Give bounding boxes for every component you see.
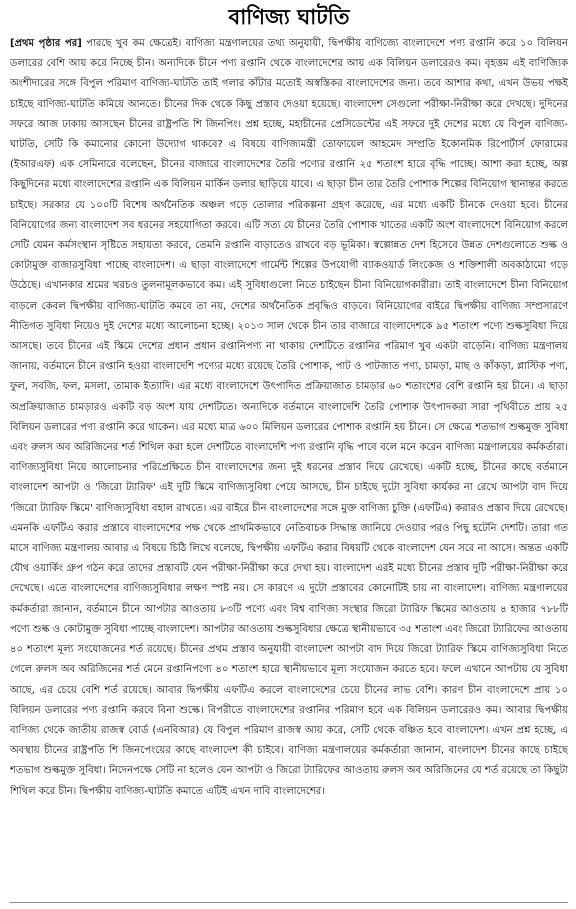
article-body (10, 34, 568, 802)
article-headline: বাণিজ্য ঘাটতি (228, 5, 350, 29)
article-body-text: পারছে খুব কম ক্ষেত্রেই। বাণিজ্য মন্ত্রণালয়ের তথ্য অনুযায়ী, দ্বিপক্ষীয় বাণিজ্যে বাংলাদেশে পণ্য রপ্তানি করে ১০ বিলিয়ন ডলারের বেশি আয় করে নিচ্ছে চীন। অন্যদিকে চীনে পণ্য রপ্তানি থেকে বাংলাদেশের আয় এক বিলিয়ন ডলারেরও কম। বৃহত্তম এই বাণিজ্যিক অংশীদারের সঙ্গে বিপুল পরিমাণ বাণিজ্য-ঘাটতি তাই গলার কাঁটার মতোই অস্বস্তিকর বাংলাদেশের জন্য। তবে আশার কথা, এখন উভয় পক্ষই চাইছে বাণিজ্য-ঘাটতি কমিয়ে আনতে। চীনের দিক থেকে কিছু প্রস্তাব দেওয়া হয়েছে। বাংলাদেশ সেগুলো পরীক্ষা-নিরীক্ষা করে দেখছে। দুদিনের সফরে আজ ঢাকায় আসছেন চীনের রাষ্ট্রপতি শি জিনপিং। প্রশ্ন হচ্ছে, মহাচীনের প্রেসিডেন্টের এই সফরে দুই দেশের মধ্যে যে বিপুল বাণিজ্য-ঘাটতি, সেটি কি কমানোর কোনো উদ্যোগ থাকবে? এ বিষয়ে বাণিজ্যমন্ত্রী তোফায়েল আহমেদ সম্প্রতি ইকোনমিক রিপোর্টার্স ফোরামের (ইআরএফ) এক সেমিনারে বলেছেন, চীনের বাজারে বাংলাদেশের তৈরি পণ্যের রপ্তানি ২৫ শতাংশ হারে বৃদ্ধি পাচ্ছে। আশা করা হচ্ছে, অল্প কিছুদিনের মধ্যে বাংলাদেশের রপ্তানি এক বিলিয়ন মার্কিন ডলার ছাড়িয়ে যাবে। এ ছাড়া চীন তার তৈরি পোশাক শিল্পের বিনিয়োগ স্থানান্তর করতে চাইছে। সরকার যে ১০০টি বিশেষ অর্থনৈতিক অঞ্চল গড়ে তোলার পরিকল্পনা গ্রহণ করেছে, এর মধ্যে একটি চীনকে দেওয়া হবে। চীনের বিনিয়োগের জন্য বাংলাদেশ সব ধরনের সহযোগিতা করবে। এটি সত্য যে চীনের তৈরি পোশাক খাতের একটি অংশ বাংলাদেশে বিনিয়োগ করলে সেটি যেমন কর্মসংস্থান সৃষ্টিতে সহায়তা করবে, তেমনি রপ্তানি বাড়াতেও রাখবে বড় ভূমিকা। স্বল্পোন্নত দেশ হিসেবে উন্নত দেশগুলোতে শুল্ক ও কোটামুক্ত বাজারসুবিধা পাচ্ছে বাংলাদেশ। এ ছাড়া বাংলাদেশে গার্মেন্ট শিল্পের উপযোগী ব্যাকওয়ার্ড লিংকেজ ও শক্তিশালী অবকাঠামো গড়ে উঠেছে। এখানকার শ্রমের খরচও তুলনামূলকভাবে কম। এই সুবিধাগুলো নিতে চাইছেন চীনা বিনিয়োগকারীরা। তাই বাংলাদেশে চীনা বিনিয়োগ বাড়লে কেবল দ্বিপক্ষীয় বাণিজ্য-ঘাটতি কমবে তা নয়, দেশের অর্থনৈতিক প্রবৃদ্ধিও বাড়বে। বিনিয়োগের বাইরে দ্বিপক্ষীয় বাণিজ্য সম্প্রসারণে নীতিগত সুবিধা নিয়েও দুই দেশের মধ্যে আলোচনা হচ্ছে। ২০১৩ সাল থেকে চীন তার বাজারে বাংলাদেশকে ৯৫ শতাংশ পণ্যে শুল্কসুবিধা দিয়ে আসছে। তবে চীনের এই স্কিমে দেশের প্রধান প্রধান রপ্তানিপণ্য না থাকায় দেশটিতে রপ্তানির পরিমাণ খুব একটা বাড়েনি। বাণিজ্য মন্ত্রণালয় জানায়, বর্তমানে চীনে রপ্তানি হওয়া বাংলাদেশি পণ্যের মধ্যে রয়েছে তৈরি পোশাক, পাট ও পাটজাত পণ্য, চামড়া, মাছ ও কাঁকড়া, প্লাস্টিক পণ্য, ফুল, সবজি, ফল, মসলা, তামাক ইত্যাদি। এর মধ্যে বাংলাদেশে উৎপাদিত প্রক্রিয়াজাত চামড়ার ৬০ শতাংশের বেশি রপ্তানি হয় চীনে। এ ছাড়া অপ্রক্রিয়াজাত চামড়ারও একটি বড় অংশ যায় দেশটিতে। অন্যদিকে বর্তমানে বাংলাদেশি তৈরি পোশাক উৎপাদকরা সারা পৃথিবীতে প্রায় ২৫ বিলিয়ন ডলারের পণ্য রপ্তানি করে থাকেন। এর মধ্যে মাত্র ৬০০ মিলিয়ন ডলারের পোশাক রপ্তানি হয় চীনে। সে ক্ষেত্রে শতভাগ শুল্কমুক্ত সুবিধা এবং রুলস অব অরিজিনের শর্ত শিথিল করা হলে দেশটিতে বাংলাদেশি পণ্য রপ্তানি বৃদ্ধি পাবে বলে মনে করেন বাণিজ্য মন্ত্রণালয়ের কর্মকর্তারা। বাণিজ্যসুবিধা নিয়ে আলোচনার পরিপ্রেক্ষিতে চীন বাংলাদেশের জন্য দুই ধরনের প্রস্তাব দিয়ে রেখেছে। একটি হচ্ছে, চীনের কাছে বর্তমানে বাংলাদেশ আপটা ও 'জিরো ট্যারিফ' এই দুটি স্কিমে বাণিজ্যসুবিধা পেয়ে আসছে, চীন চাইছে দুটো সুবিধা কার্যকর না রেখে আপটা বাদ দিয়ে 'জিরো ট্যারিফ স্কিমে' বাণিজ্যসুবিধা বহাল রাখতে। এর বাইরে চীন বাংলাদেশের সঙ্গে মুক্ত বাণিজ্য চুক্তি (এফটিএ) করারও প্রস্তাব দিয়ে রেখেছে। এমনকি এফটিএ করার প্রস্তাবে বাংলাদেশের পক্ষ থেকে প্রাথমিকভাবে নেতিবাচক সিদ্ধান্ত জানিয়ে দেওয়ার পরও পিছু হটেনি দেশটি। তারা গত মাসে বাণিজ্য মন্ত্রণালয় আবার এ বিষয়ে চিঠি লিখে বলেছে, দ্বিপক্ষীয় এফটিএ করার বিষয়টি থেকে বাংলাদেশ যেন সরে না আসে। অন্তত একটি যৌথ ওয়ার্কিং গ্রুপ গঠন করে তাদের প্রস্তাবটি যেন পরীক্ষা-নিরীক্ষা করে দেখা হয়। বাংলাদেশ এরই মধ্যে চীনের প্রস্তাব দুটি পরীক্ষা-নিরীক্ষা করে দেখেছে। এতে বাংলাদেশের বাণিজ্যসুবিধার লক্ষণ স্পষ্ট নয়। সে কারণে এ দুটো প্রস্তাবের কোনোটিই চায় না বাংলাদেশ। বাণিজ্য মন্ত্রণালয়ের কর্মকর্তারা জানান, বর্তমানে চীনে আপটার আওতায় ৮৩টি পণ্যে এবং বিশ্ব বাণিজ্য সংস্থার জিরো ট্যারিফ স্কিমের আওতায় ৪ হাজার ৭৮৮টি পণ্যে শুল্ক ও কোটামুক্ত সুবিধা পাচ্ছে বাংলাদেশ। আপটার আওতায় শুল্কসুবিধার ক্ষেত্রে স্থানীয়ভাবে ৩৫ শতাংশ এবং জিরো ট্যারিফের আওতায় ৪০ শতাংশ মূল্য সংযোজনের শর্ত রয়েছে। চীনের প্রথম প্রস্তাব অনুযায়ী বাংলাদেশ আপটা বাদ দিয়ে জিরো ট্যারিফ স্কিমে বাণিজ্যসুবিধা নিতে গেলে রুলস অব অরিজিনের শর্ত মেনে রপ্তানিপণ্যে ৪০ শতাংশ হারে স্থানীয়ভাবে মূল্য সংযোজন করতে হবে। ফলে এখানে আপটায় যে সুবিধা আছে, এর চেয়ে বেশি শর্ত রয়েছে। আবার দ্বিপক্ষীয় এফটিএ করলে বাংলাদেশের চেয়ে চীনের লাভ বেশি। কারণ চীন বাংলাদেশে প্রায় ১০ বিলিয়ন ডলারের পণ্য রপ্তানি করবে বিনা শুল্কে। বিপরীতে বাংলাদেশের রপ্তানির পরিমাণ হবে এক বিলিয়ন ডলারেরও কম। আবার দ্বিপক্ষীয় বাণিজ্য থেকে জাতীয় রাজস্ব বোর্ড (এনবিআর) যে বিপুল পরিমাণ রাজস্ব আয় করে, সেটি থেকে বঞ্চিত হবে বাংলাদেশ। এখন প্রশ্ন হচ্ছে, এ অবস্থায় চীনের রাষ্ট্রপতি শি জিনপেংয়ের কাছে বাংলাদেশ কী চাইবে। বাণিজ্য মন্ত্রণালয়ের কর্মকর্তারা জানান, বাংলাদেশ চীনের কাছে চাইছে শতভাগ শুল্কমুক্ত সুবিধা। নিদেনপক্ষে সেটি না হলেও যেন আপটা ও জিরো ট্যারিফের আওতায় রুলস অব অরিজিনের যে শর্ত রয়েছে তা কিছুটা শিথিল করে চীন। দ্বিপক্ষীয় বাণিজ্য-ঘাটতি কমাতে এটিই এখন দাবি বাংলাদেশের। (10, 38, 568, 797)
continuation-label: [প্রথম পৃষ্ঠার পর] (10, 38, 82, 49)
bottom-divider (10, 902, 568, 903)
